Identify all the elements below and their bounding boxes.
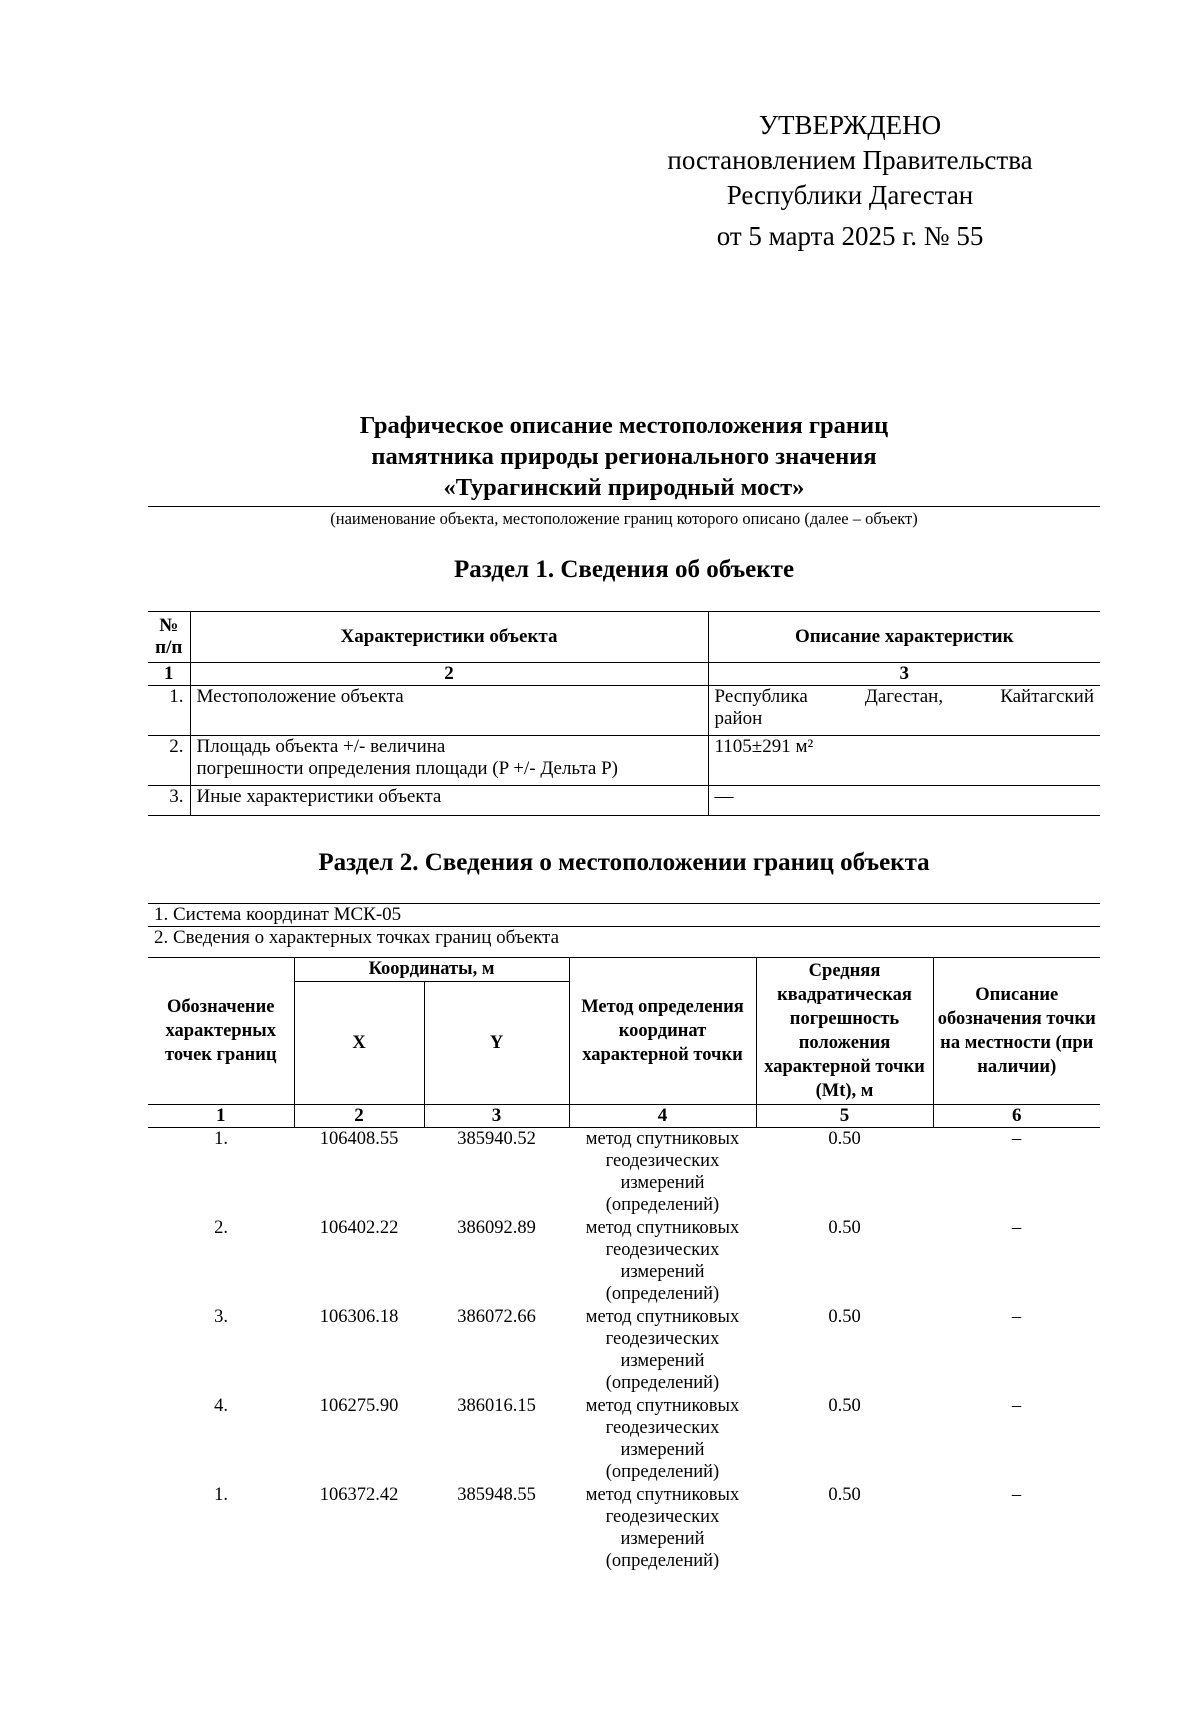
point-y: 386016.15 bbox=[457, 1396, 536, 1416]
point-mt: 0.50 bbox=[828, 1129, 861, 1149]
table-row bbox=[148, 1306, 1100, 1395]
point-method: метод спутниковых геодезических измерений (определений) bbox=[585, 1129, 740, 1215]
row-name-line-2: погрешности определения площади (P +/- Дельта P) bbox=[196, 758, 618, 779]
point-mt: 0.50 bbox=[828, 1485, 861, 1505]
point-id: 1. bbox=[214, 1129, 228, 1149]
point-mt: 0.50 bbox=[828, 1396, 861, 1416]
point-mt: 0.50 bbox=[828, 1307, 861, 1327]
point-method: метод спутниковых геодезических измерений (определений) bbox=[585, 1396, 740, 1482]
coordinate-system: 1. Система координат МСК-05 bbox=[148, 903, 1100, 926]
row-value-line-2: район bbox=[714, 708, 763, 729]
boundary-points-table bbox=[148, 957, 1100, 1573]
column-number-row bbox=[148, 1105, 1100, 1128]
header-error: Средняя квадратическая погрешность положения характерной точки (Mt), м bbox=[756, 958, 933, 1105]
approval-block bbox=[560, 108, 1140, 254]
row-name-line-1: Площадь объекта +/- величина bbox=[196, 736, 446, 757]
point-y: 386092.89 bbox=[457, 1218, 536, 1238]
header-description: Описание характеристик bbox=[708, 612, 1100, 663]
row-value-line-1: Республика Дагестан, Кайтагский bbox=[714, 686, 1094, 707]
points-caption: 2. Сведения о характерных точках границ объекта bbox=[148, 926, 1100, 949]
point-description: – bbox=[1011, 1396, 1022, 1416]
col-number: 5 bbox=[756, 1105, 933, 1128]
approval-date: от 5 марта 2025 г. № 55 bbox=[716, 221, 984, 251]
title-line-1: Графическое описание местоположения границ bbox=[359, 412, 889, 439]
title-line-2: памятника природы регионального значения bbox=[371, 443, 877, 470]
point-x: 106275.90 bbox=[319, 1396, 399, 1416]
col-number: 1 bbox=[148, 1105, 294, 1128]
col-number: 2 bbox=[190, 663, 708, 686]
coordinate-system-block bbox=[148, 903, 1100, 949]
title-line-3: «Турагинский природный мост» bbox=[443, 474, 805, 501]
point-x: 106306.18 bbox=[319, 1307, 399, 1327]
object-info-table bbox=[148, 611, 1100, 816]
point-mt: 0.50 bbox=[828, 1218, 861, 1238]
table-row bbox=[148, 1395, 1100, 1484]
row-number: 1. bbox=[148, 686, 190, 736]
header-number: № п/п bbox=[148, 612, 190, 663]
table-row bbox=[148, 1128, 1100, 1218]
point-x: 106408.55 bbox=[319, 1129, 399, 1149]
col-number: 6 bbox=[933, 1105, 1100, 1128]
approval-status: УТВЕРЖДЕНО bbox=[758, 110, 942, 140]
point-x: 106372.42 bbox=[319, 1485, 399, 1505]
col-number: 1 bbox=[148, 663, 190, 686]
row-number: 3. bbox=[148, 786, 190, 816]
point-y: 385948.55 bbox=[457, 1485, 536, 1505]
point-method: метод спутниковых геодезических измерений (определений) bbox=[585, 1218, 740, 1304]
section-1-heading: Раздел 1. Сведения об объекте bbox=[453, 556, 795, 583]
point-x: 106402.22 bbox=[319, 1218, 399, 1238]
row-value bbox=[708, 686, 1100, 736]
title-underline bbox=[148, 506, 1100, 507]
point-description: – bbox=[1011, 1485, 1022, 1505]
header-coordinates: Координаты, м bbox=[294, 958, 569, 982]
col-number: 4 bbox=[569, 1105, 756, 1128]
row-value: 1105±291 м² bbox=[708, 736, 1100, 786]
table-row bbox=[148, 1484, 1100, 1573]
column-number-row bbox=[148, 663, 1100, 686]
point-method: метод спутниковых геодезических измерений (определений) bbox=[585, 1485, 740, 1571]
title-caption: (наименование объекта, местоположение границ которого описано (далее – объект) bbox=[330, 509, 918, 528]
table-row bbox=[148, 1217, 1100, 1306]
row-value: — bbox=[708, 786, 1100, 816]
section-2-heading: Раздел 2. Сведения о местоположении границ объекта bbox=[318, 849, 930, 876]
point-id: 1. bbox=[214, 1485, 228, 1505]
row-name: Иные характеристики объекта bbox=[190, 786, 708, 816]
header-point-description: Описание обозначения точки на местности (при наличии) bbox=[933, 958, 1100, 1105]
point-id: 3. bbox=[214, 1307, 228, 1327]
col-number: 2 bbox=[294, 1105, 424, 1128]
col-number: 3 bbox=[424, 1105, 569, 1128]
point-description: – bbox=[1011, 1218, 1022, 1238]
point-y: 386072.66 bbox=[457, 1307, 536, 1327]
col-number: 3 bbox=[708, 663, 1100, 686]
row-name bbox=[190, 736, 708, 786]
table-row bbox=[148, 686, 1100, 736]
point-id: 2. bbox=[214, 1218, 228, 1238]
point-description: – bbox=[1011, 1307, 1022, 1327]
approval-line-2: Республики Дагестан bbox=[726, 180, 974, 210]
point-method: метод спутниковых геодезических измерений (определений) bbox=[585, 1307, 740, 1393]
approval-line-1: постановлением Правительства bbox=[667, 145, 1033, 175]
point-y: 385940.52 bbox=[457, 1129, 536, 1149]
header-x: X bbox=[294, 982, 424, 1105]
point-description: – bbox=[1011, 1129, 1022, 1149]
header-method: Метод определения координат характерной точки bbox=[569, 958, 756, 1105]
point-id: 4. bbox=[214, 1396, 228, 1416]
row-name: Местоположение объекта bbox=[190, 686, 708, 736]
table-row bbox=[148, 786, 1100, 816]
header-designation: Обозначение характерных точек границ bbox=[148, 958, 294, 1105]
table-header-row bbox=[148, 612, 1100, 663]
row-number: 2. bbox=[148, 736, 190, 786]
table-row bbox=[148, 736, 1100, 786]
document-title bbox=[148, 410, 1100, 503]
header-y: Y bbox=[424, 982, 569, 1105]
header-characteristics: Характеристики объекта bbox=[190, 612, 708, 663]
